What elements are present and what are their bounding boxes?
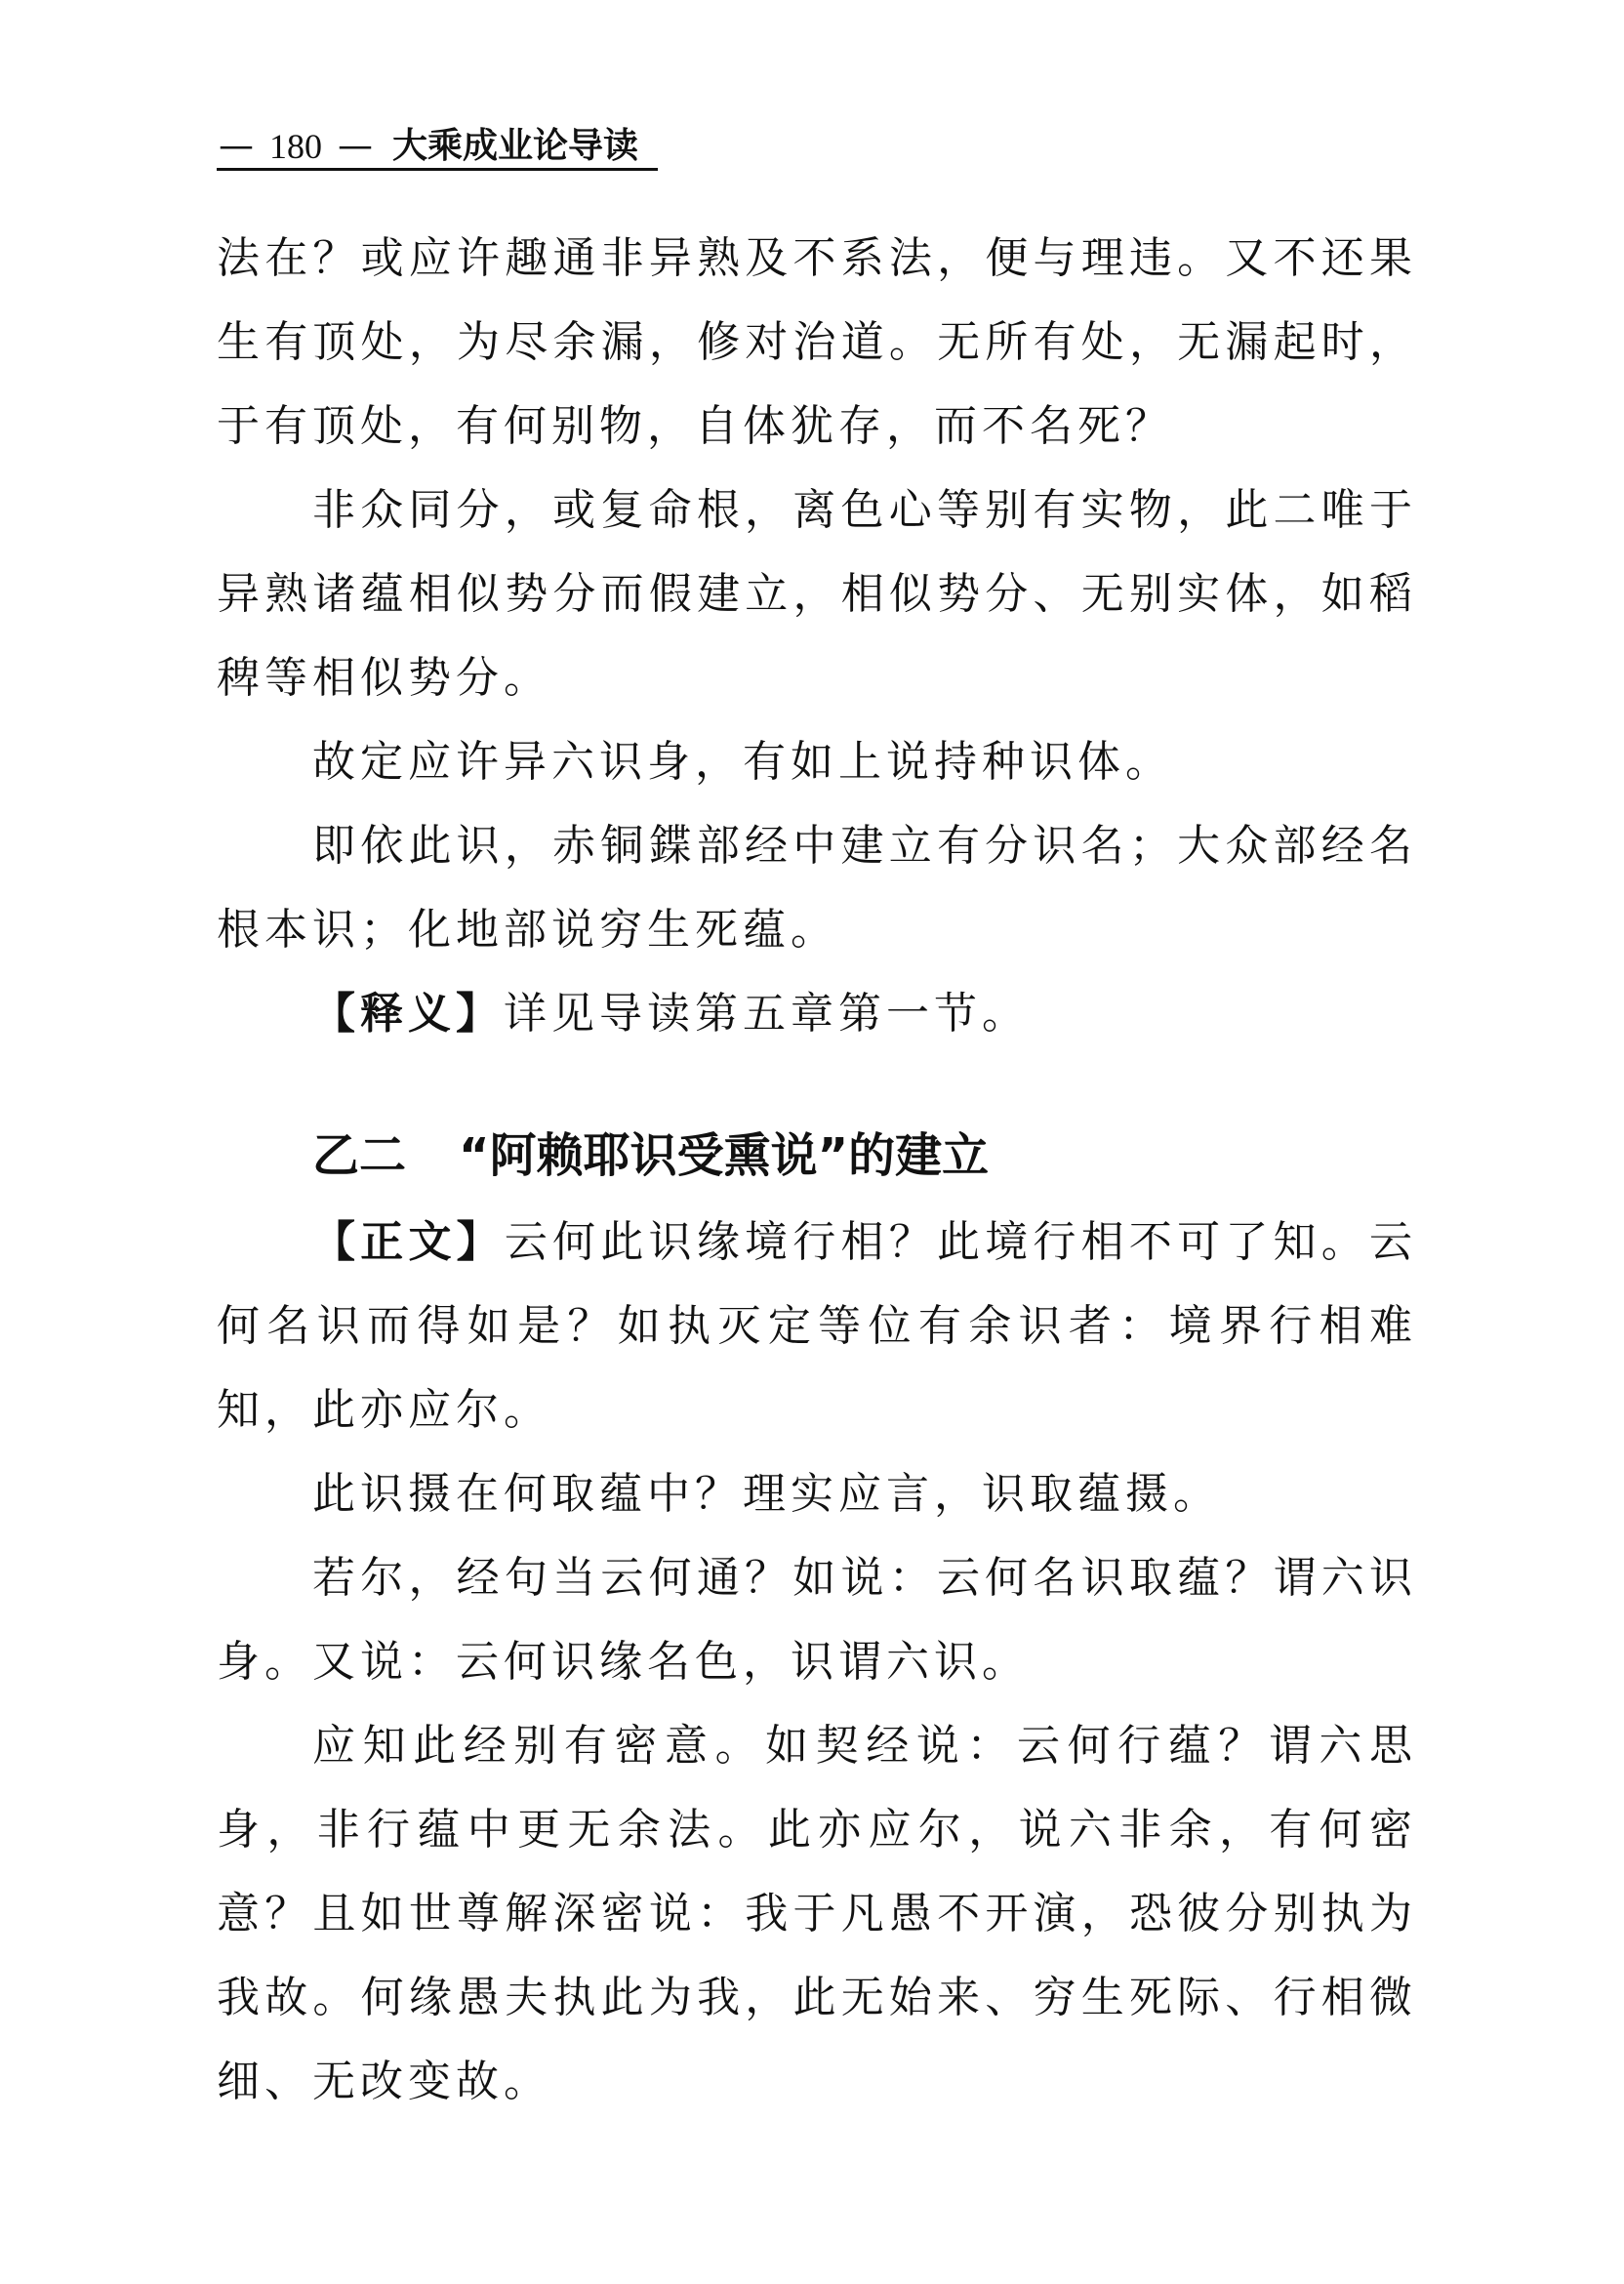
paragraph: 即依此识，赤铜鍱部经中建立有分识名；大众部经名根本识；化地部说穷生死蕴。	[217, 821, 1417, 955]
section-heading	[312, 1117, 1417, 1195]
header-rule	[217, 168, 658, 171]
paragraph: 此识摄在何取蕴中？理实应言，识取蕴摄。	[312, 1469, 1221, 1519]
commentary-note	[217, 972, 1417, 1056]
commentary-text: 详见导读第五章第一节。	[504, 989, 1030, 1039]
running-header	[217, 113, 638, 168]
header-dash-left: —	[219, 126, 254, 166]
paragraph: 若尔，经句当云何通？如说：云何名识取蕴？谓六识身。又说：云何识缘名色，识谓六识。	[217, 1553, 1417, 1687]
section-label: 乙二	[312, 1128, 407, 1183]
main-text-paragraph	[217, 1201, 1417, 1452]
header-dash-right: —	[338, 126, 373, 166]
commentary-tag: 【释义】	[312, 989, 504, 1039]
main-text-body: 云何此识缘境行相？此境行相不可了知。云何名识而得如是？如执灭定等位有余识者：境界行相难知，此亦应尔。	[217, 1217, 1418, 1435]
page-number: 180	[269, 127, 322, 166]
section-title: “阿赖耶识受熏说”的建立	[459, 1128, 990, 1183]
paragraph-continued: 法在？或应许趣通非异熟及不系法，便与理违。又不还果生有顶处，为尽余漏，修对治道。无所有处，无漏起时，于有顶处，有何别物，自体犹存，而不名死？	[217, 233, 1417, 451]
paragraph: 故定应许异六识身，有如上说持种识体。	[312, 737, 1173, 787]
book-title: 大乘成业论导读	[392, 126, 639, 166]
paragraph: 非众同分，或复命根，离色心等别有实物，此二唯于异熟诸蕴相似势分而假建立，相似势分、无别实体，如稻稗等相似势分。	[217, 485, 1417, 703]
paragraph: 应知此经别有密意。如契经说：云何行蕴？谓六思身，非行蕴中更无余法。此亦应尔，说六非余，有何密意？且如世尊解深密说：我于凡愚不开演，恐彼分别执为我故。何缘愚夫执此为我，此无始来、穷生死际、行相微细、无改变故。	[217, 1721, 1417, 2106]
main-text-tag: 【正文】	[312, 1217, 505, 1267]
page-body	[217, 217, 1417, 2124]
